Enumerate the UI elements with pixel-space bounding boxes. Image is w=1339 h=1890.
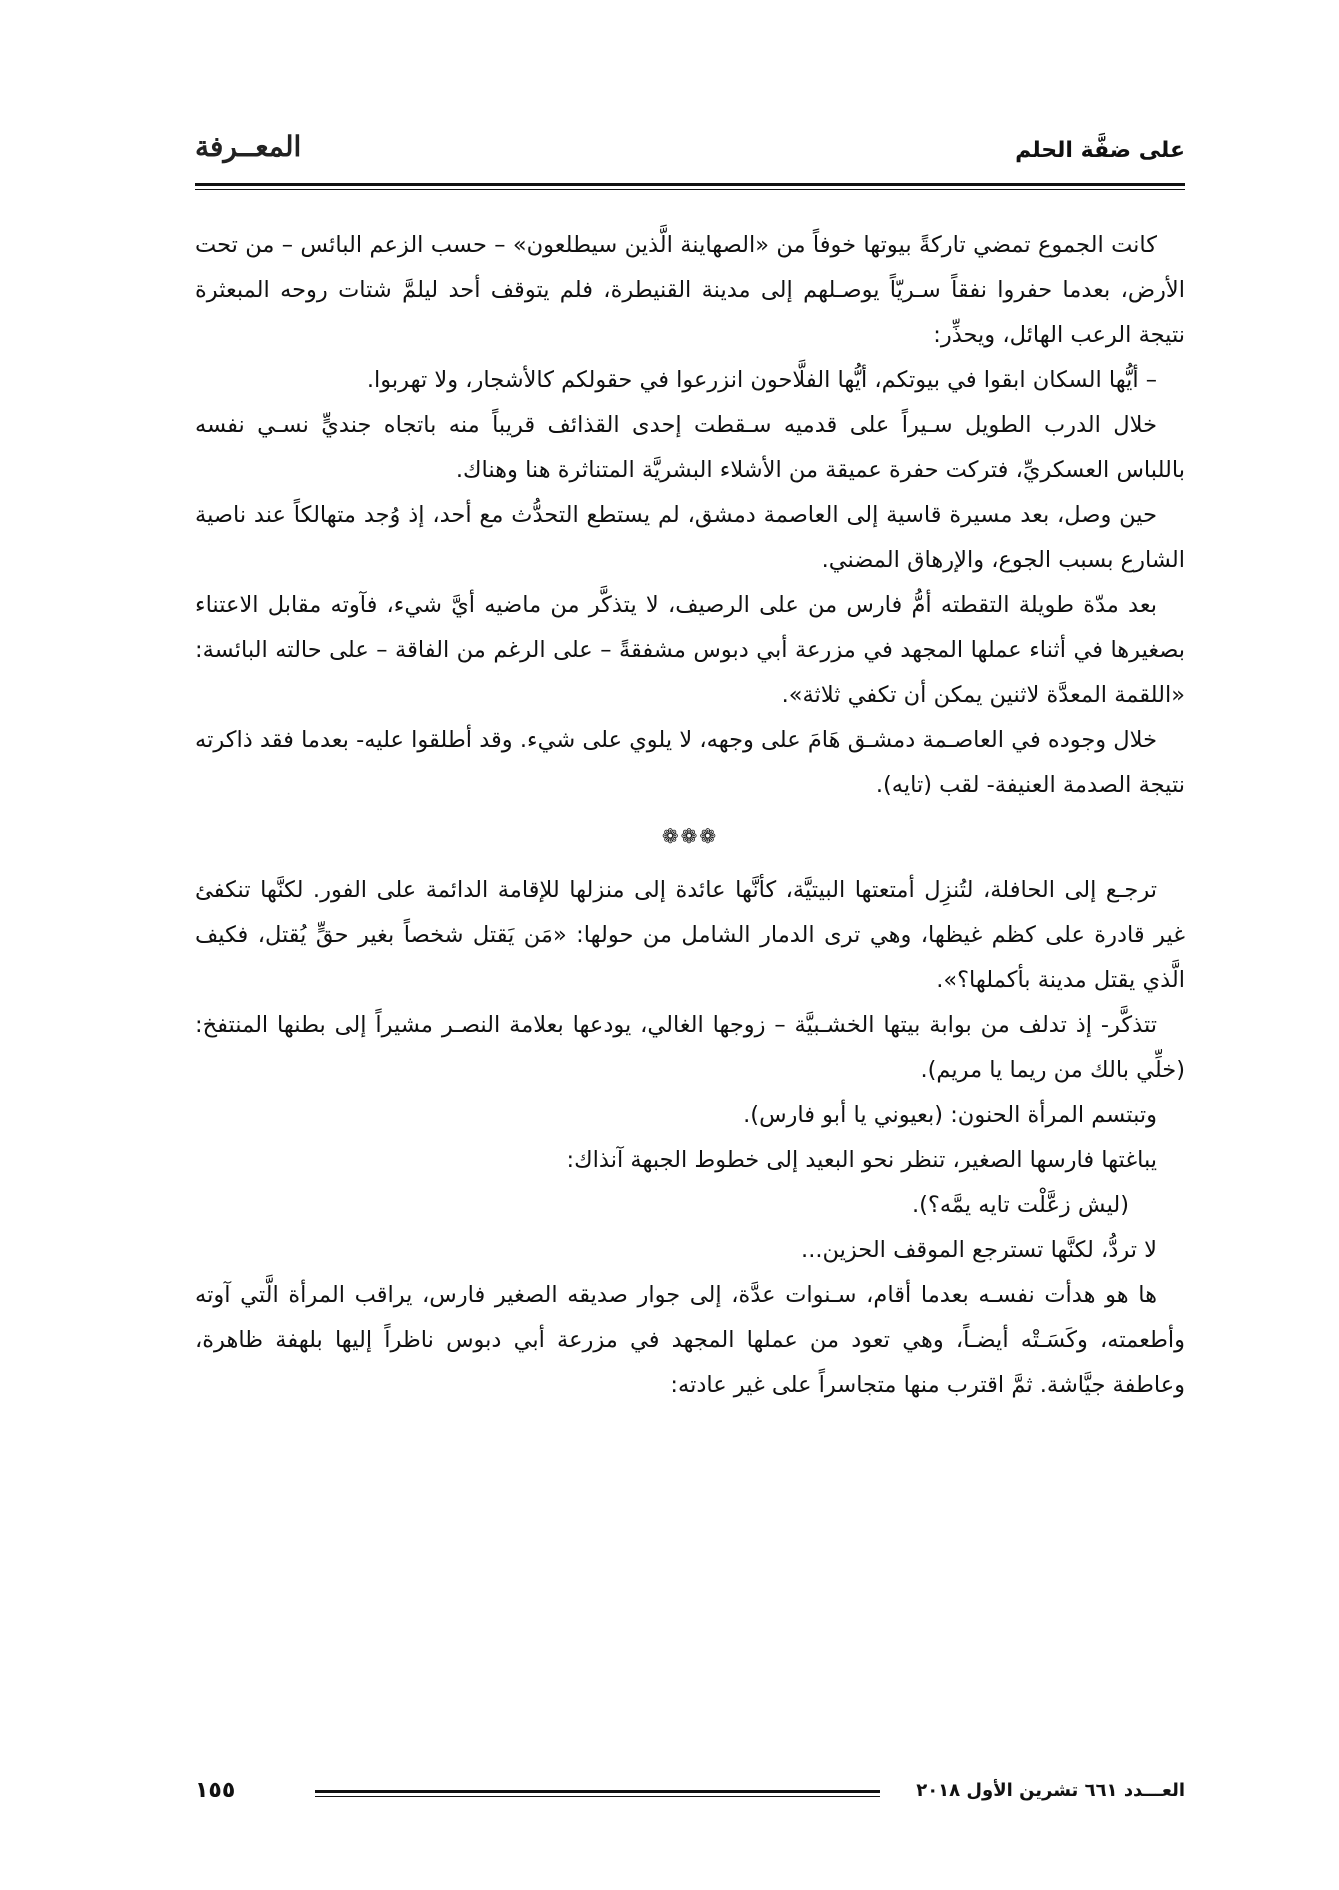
magazine-logo: المعــرفة xyxy=(195,130,302,163)
paragraph: ترجـع إلى الحافلة، لتُنزِل أمتعتها البيتيَّة، كأنَّها عائدة إلى منزلها للإقامة الدائمة على الفور. لكنَّها تنكفئ غير قادرة على كظم غيظها، وهي ترى الدمار الشامل من حولها: «مَن يَقتل شخصاً بغير حقٍّ يُقتل، فكيف الَّذي يقتل مدينة بأكملها؟». xyxy=(195,877,1185,993)
footer-rule-thin xyxy=(315,1796,880,1797)
paragraph: – أيُّها السكان ابقوا في بيوتكم، أيُّها الفلَّاحون انزرعوا في حقولكم كالأشجار، ولا تهربوا. xyxy=(366,367,1157,393)
paragraph: وتبتسم المرأة الحنون: (بعيوني يا أبو فارس). xyxy=(743,1102,1157,1128)
page-header xyxy=(195,118,1185,178)
paragraph: خلال الدرب الطويل سـيراً على قدميه سـقطت إحدى القذائف قريباً منه باتجاه جنديٍّ نسـي نفسه باللباس العسكريِّ، فتركت حفرة عميقة من الأشلاء البشريَّة المتناثرة هنا وهناك. xyxy=(195,412,1185,483)
footer-rule xyxy=(315,1790,880,1793)
paragraph: تتذكَّر- إذ تدلف من بوابة بيتها الخشـبيَّة – زوجها الغالي، يودعها بعلامة النصـر مشيراً إلى بطنها المنتفخ: (خلِّي بالك من ريما يا مريم). xyxy=(195,1012,1185,1083)
paragraph: ها هو هدأت نفسـه بعدما أقام، سـنوات عدَّة، إلى جوار صديقه الصغير فارس، يراقب المرأة الَّتي آوته وأطعمته، وكَسَـتْه أيضـاً، وهي تعود من عملها المجهد في مزرعة أبي دبوس ناظراً إليها بلهفة ظاهرة، وعاطفة جيَّاشة. ثمَّ اقترب منها متجاسراً على غير عادته: xyxy=(195,1282,1185,1398)
section-separator: ❁❁❁ xyxy=(661,824,719,848)
paragraph: (ليش زعَّلْت تايه يمَّه؟). xyxy=(911,1192,1129,1218)
header-rule-thin xyxy=(195,189,1185,190)
paragraph: خلال وجوده في العاصـمة دمشـق هَامَ على وجهه، لا يلوي على شيء. وقد أطلقوا عليه- بعدما فقد ذاكرته نتيجة الصدمة العنيفة- لقب (تايه). xyxy=(195,727,1185,798)
running-title: على ضفَّة الحلم xyxy=(1015,138,1185,163)
page-number: ١٥٥ xyxy=(195,1778,236,1803)
page-footer xyxy=(195,1780,1185,1820)
paragraph: بعد مدّة طويلة التقطته أمُّ فارس من على الرصيف، لا يتذكَّر من ماضيه أيَّ شيء، فآوته مقابل الاعتناء بصغيرها في أثناء عملها المجهد في مزرعة أبي دبوس مشفقةً – على الرغم من الفاقة – على حالته البائسة: «اللقمة المعدَّة لاثنين يمكن أن تكفي ثلاثة». xyxy=(195,592,1185,708)
header-rule xyxy=(195,183,1185,186)
paragraph: لا تردُّ، لكنَّها تسترجع الموقف الحزين... xyxy=(801,1237,1157,1263)
paragraph: حين وصل، بعد مسيرة قاسية إلى العاصمة دمشق، لم يستطع التحدُّث مع أحد، إذ وُجد متهالكاً عند ناصية الشارع بسبب الجوع، والإرهاق المضني. xyxy=(195,502,1185,573)
paragraph: يباغتها فارسها الصغير، تنظر نحو البعيد إلى خطوط الجبهة آنذاك: xyxy=(566,1147,1157,1173)
article-body xyxy=(195,223,1185,1408)
issue-info: العـــدد ٦٦١ تشرين الأول ٢٠١٨ xyxy=(916,1780,1185,1801)
paragraph: كانت الجموع تمضي تاركةً بيوتها خوفاً من «الصهاينة الَّذين سيطلعون» – حسب الزعم البائس – من تحت الأرض، بعدما حفروا نفقاً سـريّاً يوصـلهم إلى مدينة القنيطرة، فلم يتوقف أحد ليلمَّ شتات روحه المبعثرة نتيجة الرعب الهائل، ويحذِّر: xyxy=(195,232,1185,348)
